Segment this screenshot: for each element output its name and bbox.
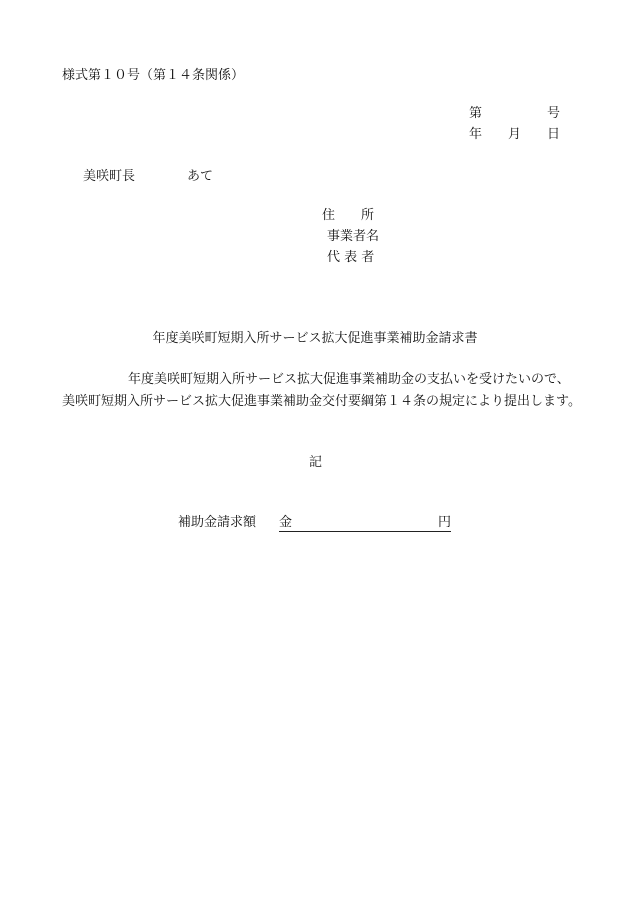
addressee-name: 美咲町長: [83, 169, 136, 184]
body-line-2: 美咲町短期入所サービス拡大促進事業補助金交付要綱第１４条の規定により提出します。: [62, 394, 581, 409]
date-day: 日: [547, 127, 561, 142]
business-name-label: 事業者名: [327, 229, 380, 244]
address-label: 住 所: [322, 208, 375, 223]
doc-number-suffix: 号: [547, 106, 561, 121]
note-heading: 記: [309, 455, 323, 470]
document-title: 年度美咲町短期入所サービス拡大促進事業補助金請求書: [152, 331, 478, 346]
form-number: 様式第１０号（第１４条関係）: [62, 68, 245, 83]
amount-unit: 円: [438, 515, 452, 530]
date-month: 月: [508, 127, 522, 142]
doc-number-prefix: 第: [469, 106, 483, 121]
addressee-suffix: あて: [187, 169, 214, 184]
representative-label: 代 表 者: [327, 250, 375, 265]
body-line-1: 年度美咲町短期入所サービス拡大促進事業補助金の支払いを受けたいので、: [128, 372, 570, 387]
amount-underline: [279, 531, 451, 532]
date-year: 年: [469, 127, 483, 142]
amount-label: 補助金請求額: [178, 515, 257, 530]
amount-prefix: 金: [279, 515, 293, 530]
